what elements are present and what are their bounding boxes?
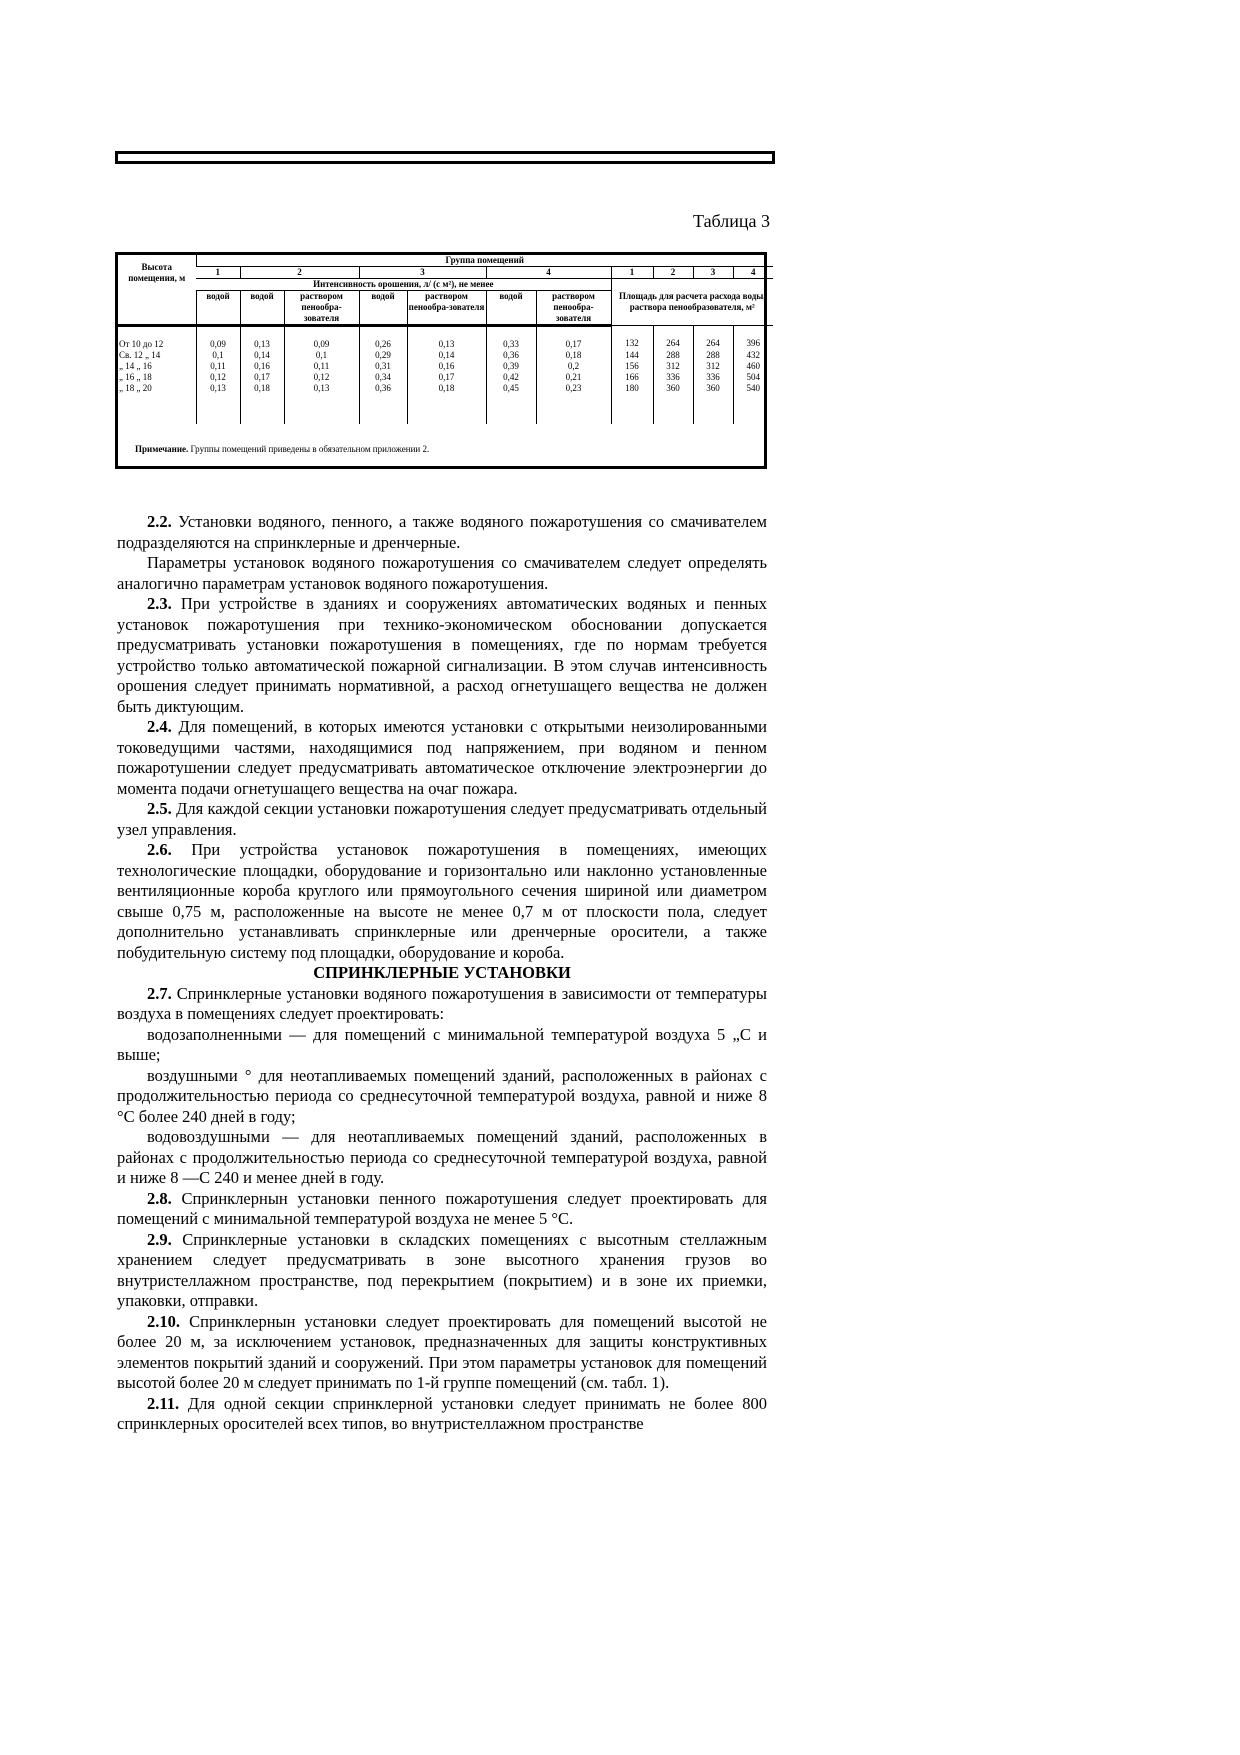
cell: 0,12 xyxy=(196,372,240,383)
cell: 166 xyxy=(611,372,653,383)
cell: 540 xyxy=(733,383,773,394)
cell: 0,1 xyxy=(284,350,359,361)
area-group-4: 4 xyxy=(733,267,773,279)
cell: 288 xyxy=(693,350,733,361)
cell: 0,36 xyxy=(359,383,407,394)
group-4-label: 4 xyxy=(486,267,611,279)
cell: 0,17 xyxy=(407,372,486,383)
cell: 0,1 xyxy=(196,350,240,361)
cell: 0,26 xyxy=(359,326,407,351)
sub-col: раствором пенообра-зователя xyxy=(407,291,486,326)
paragraph-text: Установки водяного, пенного, а также водяного пожаротушения со смачивателем подразделяются на спринклерные и дренчерные. xyxy=(117,512,767,552)
paragraph xyxy=(117,984,767,1025)
section-title: СПРИНКЛЕРНЫЕ УСТАНОВКИ xyxy=(313,963,571,982)
paragraph-text: водозаполненными — для помещений с минимальной температурой воздуха 5 „С и выше; xyxy=(117,1024,767,1064)
paragraph xyxy=(117,717,767,799)
cell: 0,13 xyxy=(407,326,486,351)
sub-col: водой xyxy=(486,291,536,326)
note-label: Примечание. xyxy=(135,444,189,454)
paragraph xyxy=(117,1025,767,1066)
cell: 0,23 xyxy=(536,383,611,394)
cell: 180 xyxy=(611,383,653,394)
sub-col: раствором пенообра-зователя xyxy=(284,291,359,326)
paragraph-number: 2.3. xyxy=(147,594,172,613)
paragraph xyxy=(117,1066,767,1128)
sub-col: водой xyxy=(240,291,284,326)
area-group-2: 2 xyxy=(653,267,693,279)
cell: 0,36 xyxy=(486,350,536,361)
cell: 132 xyxy=(611,326,653,351)
table-row xyxy=(118,350,773,361)
cell: 0,13 xyxy=(284,383,359,394)
cell: 0,16 xyxy=(407,361,486,372)
cell: 144 xyxy=(611,350,653,361)
paragraph xyxy=(117,512,767,553)
paragraph-number: 2.5. xyxy=(147,799,172,818)
sub-col: водой xyxy=(359,291,407,326)
group-header: Группа помещений xyxy=(196,255,773,267)
paragraph-number: 2.11. xyxy=(147,1393,180,1413)
cell: 0,13 xyxy=(240,326,284,351)
paragraph xyxy=(117,1230,767,1312)
cell: 288 xyxy=(653,350,693,361)
cell: 432 xyxy=(733,350,773,361)
sub-col: водой xyxy=(196,291,240,326)
cell: 0,09 xyxy=(196,326,240,351)
cell: 264 xyxy=(693,326,733,351)
cell: 0,39 xyxy=(486,361,536,372)
cell: 360 xyxy=(653,383,693,394)
paragraph-number: 2.8. xyxy=(147,1188,172,1208)
paragraph-text: При устройстве в зданиях и сооружениях автоматических водяных и пенных установок пожаротушения при технико-экономическом обосновании допускается предусматривать установки пожаротушения в помещениях, где по нормам требуется устройство только автоматической пожарной сигнализации. В этом случав интенсивность орошения следует принимать нормативной, а расход огнетушащего вещества не должен быть диктующим. xyxy=(117,594,768,716)
paragraph-number: 2.4. xyxy=(147,717,172,736)
cell: 0,16 xyxy=(240,361,284,372)
group-2-label: 2 xyxy=(240,267,359,279)
table-row xyxy=(118,383,773,394)
paragraph xyxy=(117,1127,767,1189)
cell xyxy=(407,394,486,424)
height-col-label: Высота помещения, м xyxy=(128,261,186,283)
cell: 336 xyxy=(693,372,733,383)
cell: 312 xyxy=(693,361,733,372)
paragraph-text: При устройства установок пожаротушения в помещениях, имеющих технологические площадки, оборудование и горизонтально или наклонно установленные вентиляционные короба круглого или прямоугольного сечения шириной или диаметром свыше 0,75 м, расположенные на высоте не менее 0,7 м от плоскости пола, следует дополнительно устанавливать спринклерные или дренчерные оросители, а также побудительную систему под площадки, оборудование и короба. xyxy=(117,840,767,962)
table-caption: Таблица 3 xyxy=(693,211,770,231)
paragraph xyxy=(117,799,767,840)
cell xyxy=(240,394,284,424)
cell: 0,18 xyxy=(240,383,284,394)
paragraph-text: Параметры установок водяного пожаротушения со смачивателем следует определять аналогично параметрам установок водяного пожаротушения. xyxy=(117,553,767,593)
cell xyxy=(118,394,196,424)
cell: 460 xyxy=(733,361,773,372)
cell: 0,12 xyxy=(284,372,359,383)
cell: „ 16 „ 18 xyxy=(119,372,152,382)
table-row xyxy=(118,326,773,351)
cell: Св. 12 „ 14 xyxy=(119,350,161,360)
paragraph-number: 2.2. xyxy=(147,512,172,531)
paragraph-number: 2.10. xyxy=(147,1311,180,1331)
cell: 0,17 xyxy=(536,326,611,351)
cell xyxy=(611,394,653,424)
cell: 0,11 xyxy=(284,361,359,372)
norms-table xyxy=(115,252,767,469)
paragraph-text: Для одной секции спринклерной установки следует принимать не более 800 спринклерных оросителей всех типов, во внутристеллажном пространстве xyxy=(117,1393,767,1433)
cell: 396 xyxy=(733,326,773,351)
paragraph-text: водовоздушными — для неотапливаемых помещений зданий, расположенных в районах с продолжительностью периода со среднесуточной температурой воздуха, равной и ниже 8 —С 240 и менее дней в году. xyxy=(117,1127,767,1187)
paragraph-text: Для каждой секции установки пожаротушения следует предусматривать отдельный узел управления. xyxy=(117,799,768,839)
cell: От 10 до 12 xyxy=(119,339,164,349)
cell xyxy=(733,394,773,424)
cell: 0,45 xyxy=(486,383,536,394)
cell: 0,17 xyxy=(240,372,284,383)
paragraph-text: воздушными ° для неотапливаемых помещений зданий, расположенных в районах с продолжительностью периода со среднесуточной температурой воздуха, равной и ниже 8 °С более 240 дней в году; xyxy=(117,1065,767,1126)
cell: 0,18 xyxy=(536,350,611,361)
cell: 0,09 xyxy=(284,326,359,351)
cell: 336 xyxy=(653,372,693,383)
cell xyxy=(653,394,693,424)
paragraph-text: Спринклерные установки водяного пожаротушения в зависимости от температуры воздуха в помещениях следует проектировать: xyxy=(117,983,767,1023)
group-3-label: 3 xyxy=(359,267,486,279)
cell: „ 14 „ 16 xyxy=(119,361,152,371)
cell: 0,14 xyxy=(240,350,284,361)
paragraph-text: Для помещений, в которых имеются установки с открытыми неизолированными токоведущими частями, находящимися под напряжением, при водяном и пенном пожаротушении следует предусматривать автоматическое отключение электроэнергии до момента подачи огнетушащего вещества на очаг пожара. xyxy=(117,717,768,798)
paragraph xyxy=(117,1394,767,1435)
cell: 0,21 xyxy=(536,372,611,383)
cell: 0,2 xyxy=(536,361,611,372)
cell: 0,33 xyxy=(486,326,536,351)
paragraph xyxy=(117,1312,767,1394)
area-header: Площадь для расчета расхода воды, раствора пенообразователя, м² xyxy=(611,279,773,326)
table-grid xyxy=(118,255,773,424)
cell: „ 18 „ 20 xyxy=(119,383,152,393)
paragraph xyxy=(117,1189,767,1230)
table-row xyxy=(118,372,773,383)
group-1-label: 1 xyxy=(196,267,240,279)
cell: 0,42 xyxy=(486,372,536,383)
cell: 0,14 xyxy=(407,350,486,361)
sub-blank xyxy=(118,291,196,326)
cell xyxy=(359,394,407,424)
paragraph-text: Спринклерные установки в складских помещениях с высотным стеллажным хранением следует предусматривать в зоне высотного хранения грузов во внутристеллажном пространстве, под перекрытием (покрытием) и в зоне их приемки, упаковки, отправки. xyxy=(117,1229,767,1310)
cell: 0,18 xyxy=(407,383,486,394)
cell xyxy=(284,394,359,424)
paragraph-text: Спринклернын установки пенного пожаротушения следует проектировать для помещений с минимальной температурой воздуха не менее 5 °С. xyxy=(117,1188,768,1228)
cell xyxy=(536,394,611,424)
sub-col: раствором пенообра-зователя xyxy=(536,291,611,326)
height-col-header xyxy=(118,255,196,291)
cell: 0,11 xyxy=(196,361,240,372)
cell: 0,31 xyxy=(359,361,407,372)
paragraph xyxy=(117,553,767,594)
cell: 0,29 xyxy=(359,350,407,361)
area-group-1: 1 xyxy=(611,267,653,279)
paragraph xyxy=(117,594,767,717)
cell: 360 xyxy=(693,383,733,394)
note-text: Группы помещений приведены в обязательном приложении 2. xyxy=(190,444,430,454)
table-row xyxy=(118,361,773,372)
cell xyxy=(196,394,240,424)
table-filler-row xyxy=(118,394,773,424)
paragraph-number: 2.6. xyxy=(147,840,172,859)
cell: 156 xyxy=(611,361,653,372)
cell xyxy=(693,394,733,424)
cell: 264 xyxy=(653,326,693,351)
body-text xyxy=(117,512,767,1435)
paragraph-text: Спринклернын установки следует проектировать для помещений высотой не более 20 м, за исключением установок, предназначенных для защиты конструктивных элементов покрытий зданий и сооружений. При этом параметры установок для помещений высотой более 20 м следует принимать по 1-й группе помещений (см. табл. 1). xyxy=(117,1311,767,1392)
area-group-3: 3 xyxy=(693,267,733,279)
paragraph-number: 2.7. xyxy=(147,983,172,1003)
intensity-header: Интенсивность орошения, л/ (с м²), не менее xyxy=(196,279,611,291)
header-frame xyxy=(115,151,775,164)
paragraph xyxy=(117,840,767,963)
cell: 504 xyxy=(733,372,773,383)
cell: 0,34 xyxy=(359,372,407,383)
cell: 0,13 xyxy=(196,383,240,394)
table-note xyxy=(135,444,429,454)
cell: 312 xyxy=(653,361,693,372)
cell xyxy=(486,394,536,424)
paragraph-number: 2.9. xyxy=(147,1229,172,1249)
